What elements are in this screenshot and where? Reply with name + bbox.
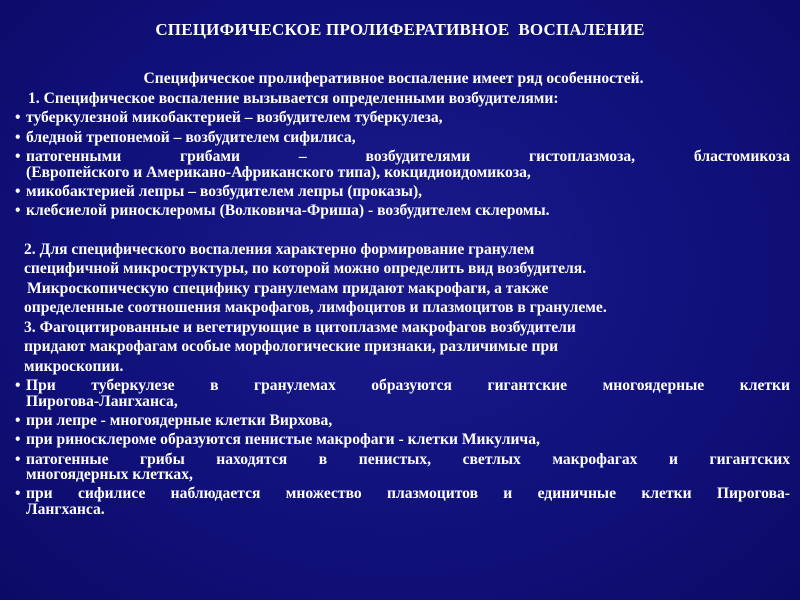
intro-text: Специфическое пролиферативное воспаление имеет ряд особенностей. <box>143 70 644 87</box>
point-2-line: специфичной микроструктуры, по которой можно определить вид возбудителя. <box>24 260 587 277</box>
list-item: • патогенными грибами – возбудителями гистоплазмоза, бластомикоза <box>15 147 790 167</box>
slide-title: СПЕЦИФИЧЕСКОЕ ПРОЛИФЕРАТИВНОЕ ВОСПАЛЕНИЕ <box>155 20 645 39</box>
list-item-continuation: (Европейского и Американо-Африканского типа), кокцидиоидомикоза, <box>26 163 531 181</box>
list-item: • клебсиелой риносклеромы (Волковича-Фриша) - возбудителем склеромы. <box>15 201 790 221</box>
point-3-line: придают макрофагам особые морфологические признаки, различимые при <box>24 338 559 355</box>
list-item: • При туберкулезе в гранулемах образуются гигантские многоядерные клетки <box>15 376 790 396</box>
point-3 <box>15 318 790 377</box>
point-3-line: микроскопии. <box>24 357 124 375</box>
point-2-line: 2. Для специфического воспаления характерно формирование гранулем <box>24 240 535 258</box>
list-item: • патогенные грибы находятся в пенистых, светлых макрофагах и гигантских <box>15 450 790 470</box>
list-item: • бледной трепонемой – возбудителем сифилиса, <box>15 128 790 148</box>
point-2-line: определенные соотношения макрофагов, лимфоцитов и плазмоцитов в гранулеме. <box>24 299 607 316</box>
pathogen-list <box>15 108 790 221</box>
list-item: • при лепре - многоядерные клетки Вирхова, <box>15 411 790 431</box>
point-2 <box>15 240 790 318</box>
list-item: • при риносклероме образуются пенистые макрофаги - клетки Микулича, <box>15 430 790 450</box>
slide-content <box>15 69 790 519</box>
point-3-line: 3. Фагоцитированные и вегетирующие в цитоплазме макрофагов возбудители <box>24 318 576 336</box>
point-2-line: Микроскопическую специфику гранулемам придают макрофаги, а также <box>27 279 549 297</box>
list-item: • при сифилисе наблюдается множество плазмоцитов и единичные клетки Пирогова- <box>15 484 790 504</box>
spacer <box>15 221 790 240</box>
list-item-continuation: Пирогова-Лангханса, <box>26 392 178 410</box>
list-item-continuation: Лангханса. <box>26 500 105 518</box>
list-item: • микобактерией лепры – возбудителем лепры (проказы), <box>15 182 790 202</box>
list-item: • туберкулезной микобактерией – возбудителем туберкулеза, <box>15 108 790 128</box>
point-1: 1. Специфическое воспаление вызывается определенными возбудителями: <box>28 89 559 107</box>
cells-list <box>15 376 790 516</box>
list-item-continuation: многоядерных клетках, <box>26 466 193 483</box>
